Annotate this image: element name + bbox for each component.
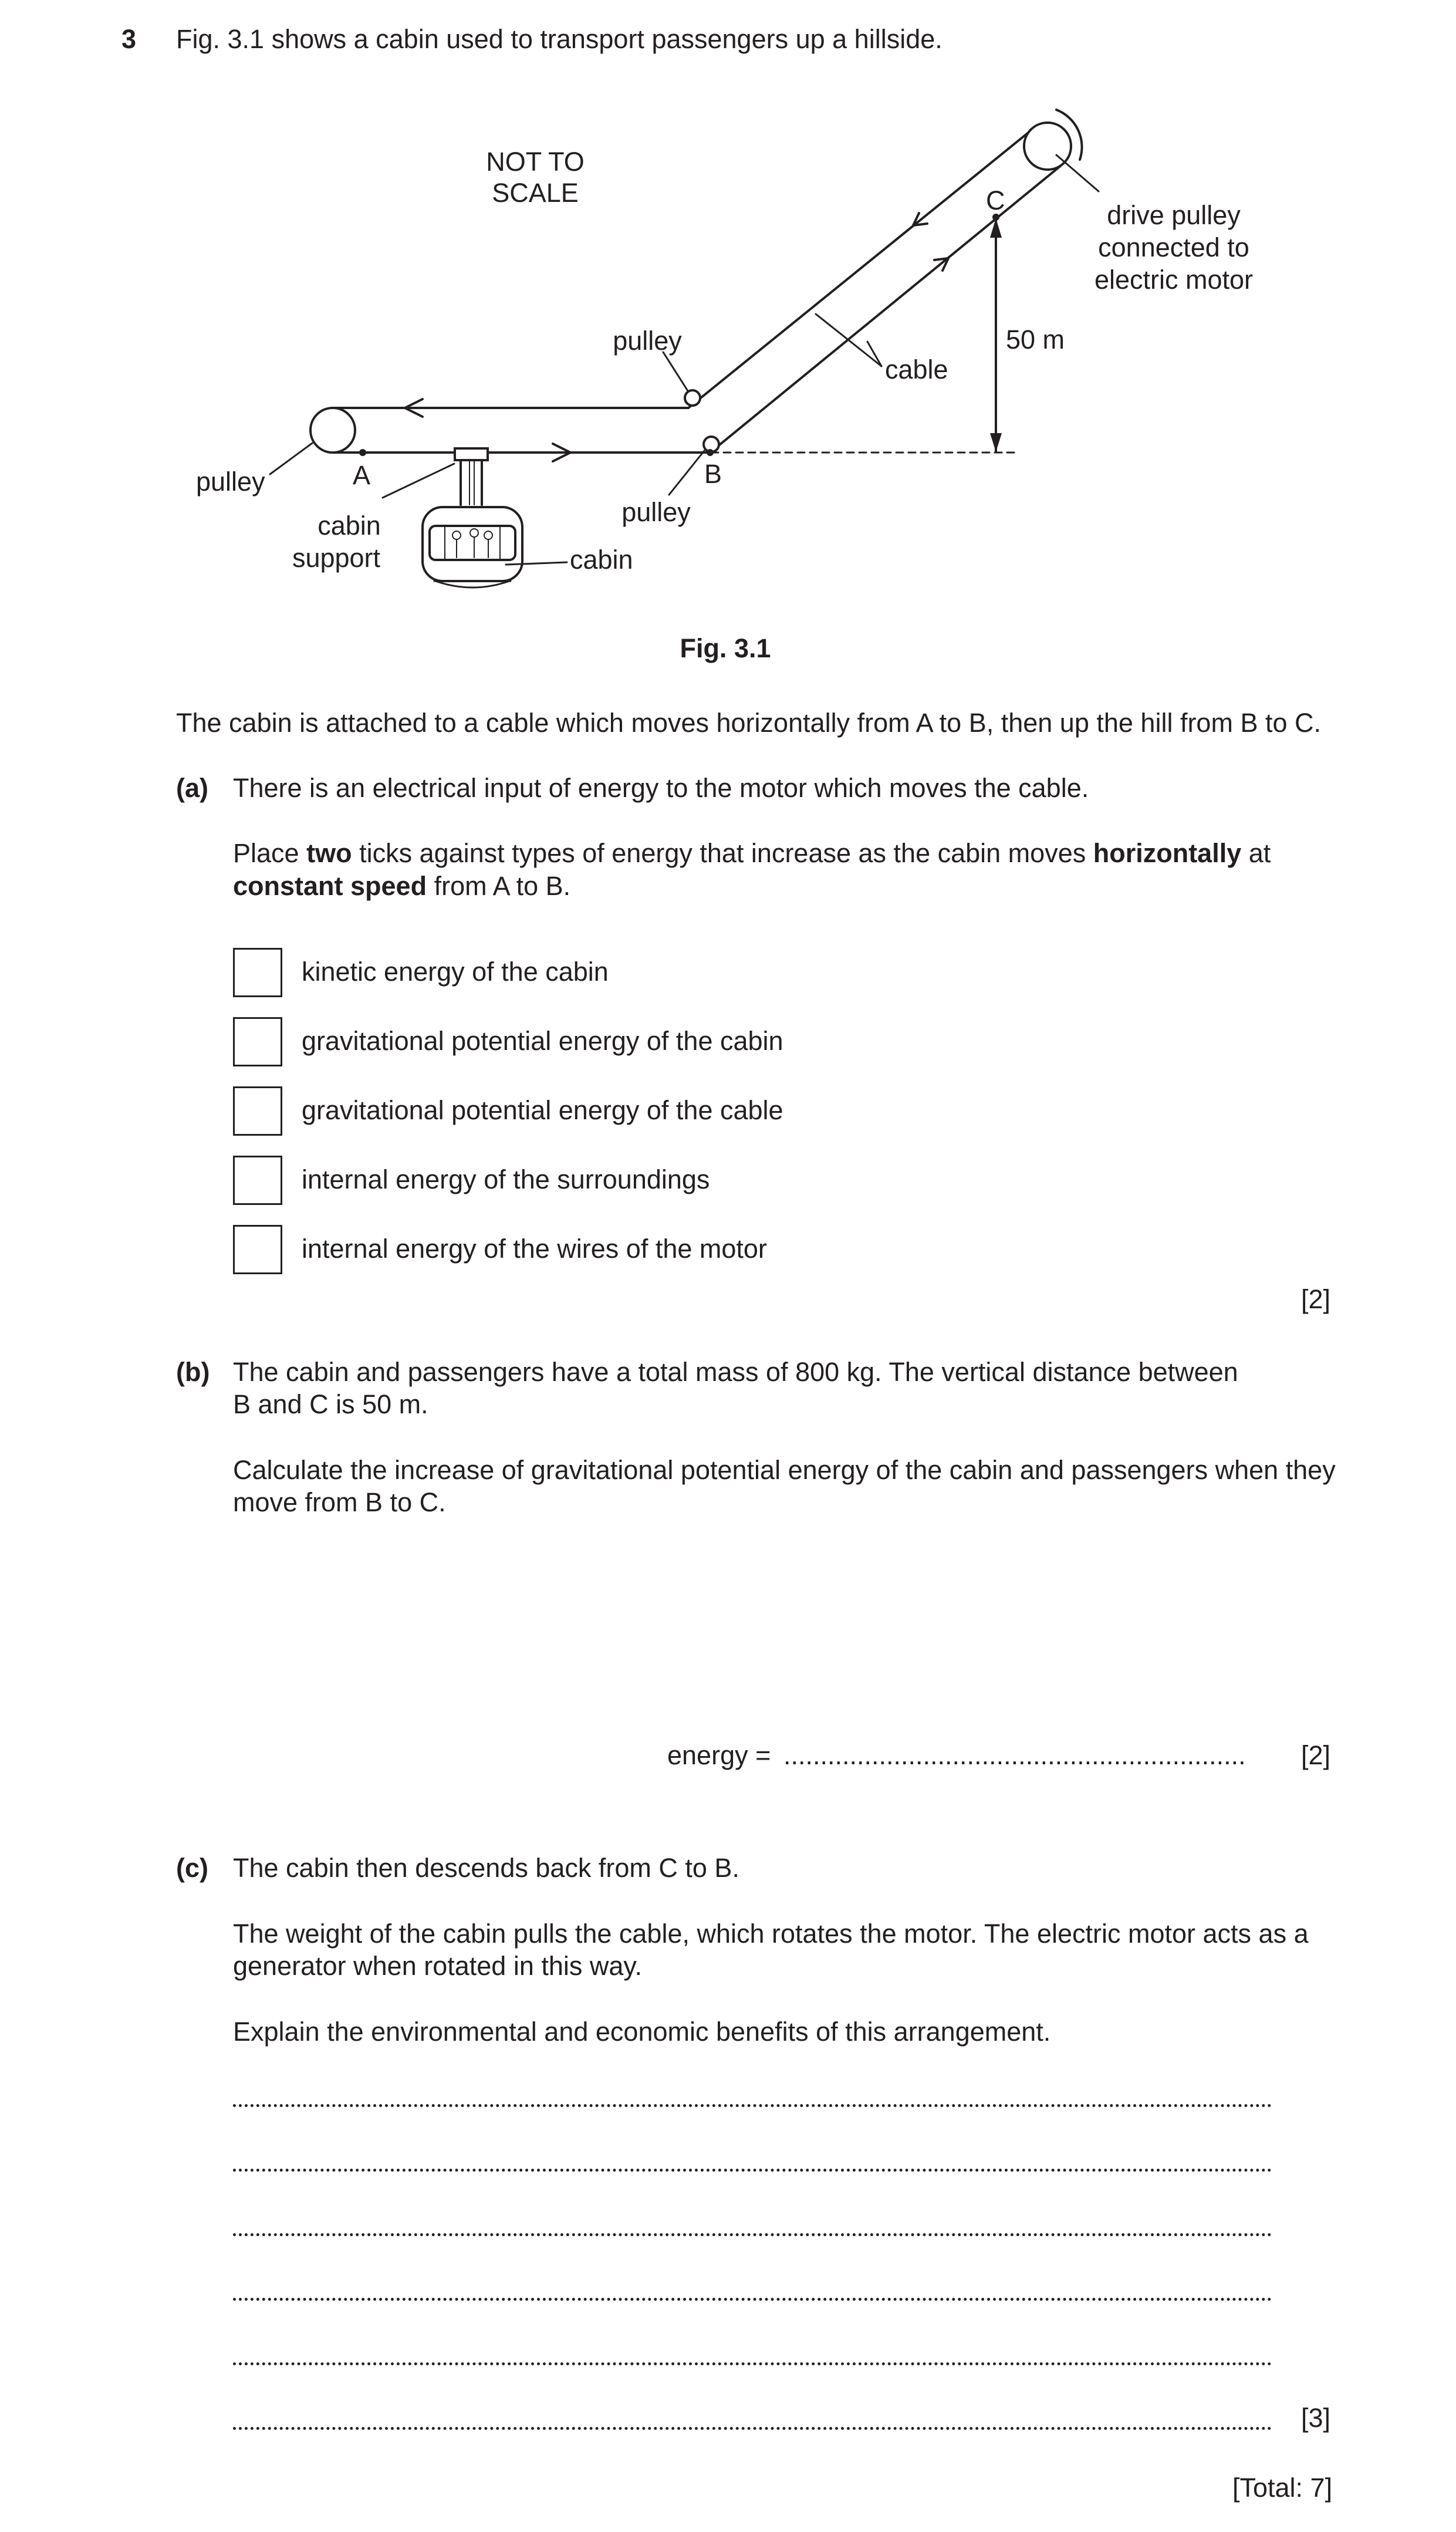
pulley-top-label: pulley xyxy=(613,326,682,356)
upper-incline-cable xyxy=(688,128,1034,408)
part-c-marks: [3] xyxy=(1301,2403,1331,2433)
question-number: 3 xyxy=(121,24,137,54)
pulley-left-label: pulley xyxy=(196,467,265,497)
answer-line-3[interactable] xyxy=(233,2233,1272,2236)
cabin-support-clamp xyxy=(455,448,488,460)
not-to-scale-label-1: NOT TO xyxy=(486,147,585,177)
part-b-line3: Calculate the increase of gravitational potential energy of the cabin and passengers when they xyxy=(233,1455,1336,1485)
cabin-body xyxy=(423,507,522,581)
part-a-instruction-line2: constant speed from A to B. xyxy=(233,871,571,901)
cabin-support-leader xyxy=(383,464,454,498)
bottom-pulley-leader xyxy=(669,451,704,495)
option-internal-surroundings: internal energy of the surroundings xyxy=(302,1164,710,1194)
figure-caption: Fig. 3.1 xyxy=(680,633,771,663)
pulley-bottom-label: pulley xyxy=(621,497,691,527)
cable-label: cable xyxy=(885,355,948,384)
part-b-line1: The cabin and passengers have a total mass of 800 kg. The vertical distance between xyxy=(233,1357,1238,1387)
point-b-label: B xyxy=(704,459,722,489)
question-intro: Fig. 3.1 shows a cabin used to transport passengers up a hillside. xyxy=(176,24,942,54)
energy-answer-line[interactable]: ............................................................... xyxy=(783,1740,1246,1770)
drive-pulley-label-3: electric motor xyxy=(1094,265,1254,295)
point-c-label: C xyxy=(986,185,1005,215)
drive-pulley-leader xyxy=(1056,155,1099,191)
answer-line-2[interactable] xyxy=(233,2169,1272,2172)
part-a-label: (a) xyxy=(176,773,208,803)
cabin-support-label-1: cabin xyxy=(317,511,381,541)
option-gpe-cable: gravitational potential energy of the cable xyxy=(302,1095,783,1125)
drive-pulley-label-2: connected to xyxy=(1098,232,1249,262)
part-b-line2: B and C is 50 m. xyxy=(233,1389,428,1419)
left-pulley-leader xyxy=(270,443,312,474)
option-gpe-cabin: gravitational potential energy of the cabin xyxy=(302,1026,783,1056)
answer-line-1[interactable] xyxy=(233,2104,1272,2107)
part-c-line2: The weight of the cabin pulls the cable, which rotates the motor. The electric motor acts as a xyxy=(233,1919,1309,1949)
tick-box-kinetic-cabin[interactable] xyxy=(233,948,282,997)
part-b-line4: move from B to C. xyxy=(233,1487,446,1517)
tick-box-gpe-cabin[interactable] xyxy=(233,1017,282,1066)
cabin-label: cabin xyxy=(570,545,633,575)
option-internal-motor-wires: internal energy of the wires of the motor xyxy=(302,1234,767,1264)
tick-box-internal-surroundings[interactable] xyxy=(233,1156,282,1205)
point-b-dot xyxy=(707,449,714,456)
left-pulley-shape xyxy=(310,408,355,453)
part-c-label: (c) xyxy=(176,1853,208,1883)
point-a-label: A xyxy=(353,460,371,490)
point-a-dot xyxy=(359,449,366,456)
cable-pointer-2 xyxy=(867,342,881,366)
lower-incline-cable-b-to-c xyxy=(710,166,1061,453)
part-a-instruction-line1: Place two ticks against types of energy that increase as the cabin moves horizontally at xyxy=(233,838,1271,868)
part-c-line3: generator when rotated in this way. xyxy=(233,1951,643,1981)
answer-line-6[interactable] xyxy=(233,2427,1272,2430)
height-arrow-bottom xyxy=(990,433,1002,452)
total-marks: [Total: 7] xyxy=(1232,2473,1333,2503)
top-pulley-shape xyxy=(685,390,700,406)
answer-line-4[interactable] xyxy=(233,2298,1272,2301)
cabin-support-label-2: support xyxy=(292,543,381,573)
energy-answer-label: energy = xyxy=(667,1740,771,1770)
part-b-label: (b) xyxy=(176,1357,210,1387)
option-kinetic-cabin: kinetic energy of the cabin xyxy=(302,957,609,987)
drive-pulley-label-1: drive pulley xyxy=(1107,200,1241,230)
height-label: 50 m xyxy=(1006,325,1065,355)
part-c-line4: Explain the environmental and economic benefits of this arrangement. xyxy=(233,2017,1051,2047)
part-c-line1: The cabin then descends back from C to B. xyxy=(233,1853,739,1883)
not-to-scale-label-2: SCALE xyxy=(492,178,579,208)
part-a-line1: There is an electrical input of energy to the motor which moves the cable. xyxy=(233,773,1089,803)
part-a-marks: [2] xyxy=(1301,1284,1331,1314)
part-b-marks: [2] xyxy=(1301,1740,1331,1770)
tick-box-gpe-cable[interactable] xyxy=(233,1086,282,1136)
answer-line-5[interactable] xyxy=(233,2362,1272,2365)
cabin-cable-diagram xyxy=(0,0,1456,675)
top-pulley-leader xyxy=(663,352,688,391)
tick-box-internal-motor-wires[interactable] xyxy=(233,1225,282,1274)
question-stem: The cabin is attached to a cable which moves horizontally from A to B, then up the hill from B to C. xyxy=(176,708,1321,738)
